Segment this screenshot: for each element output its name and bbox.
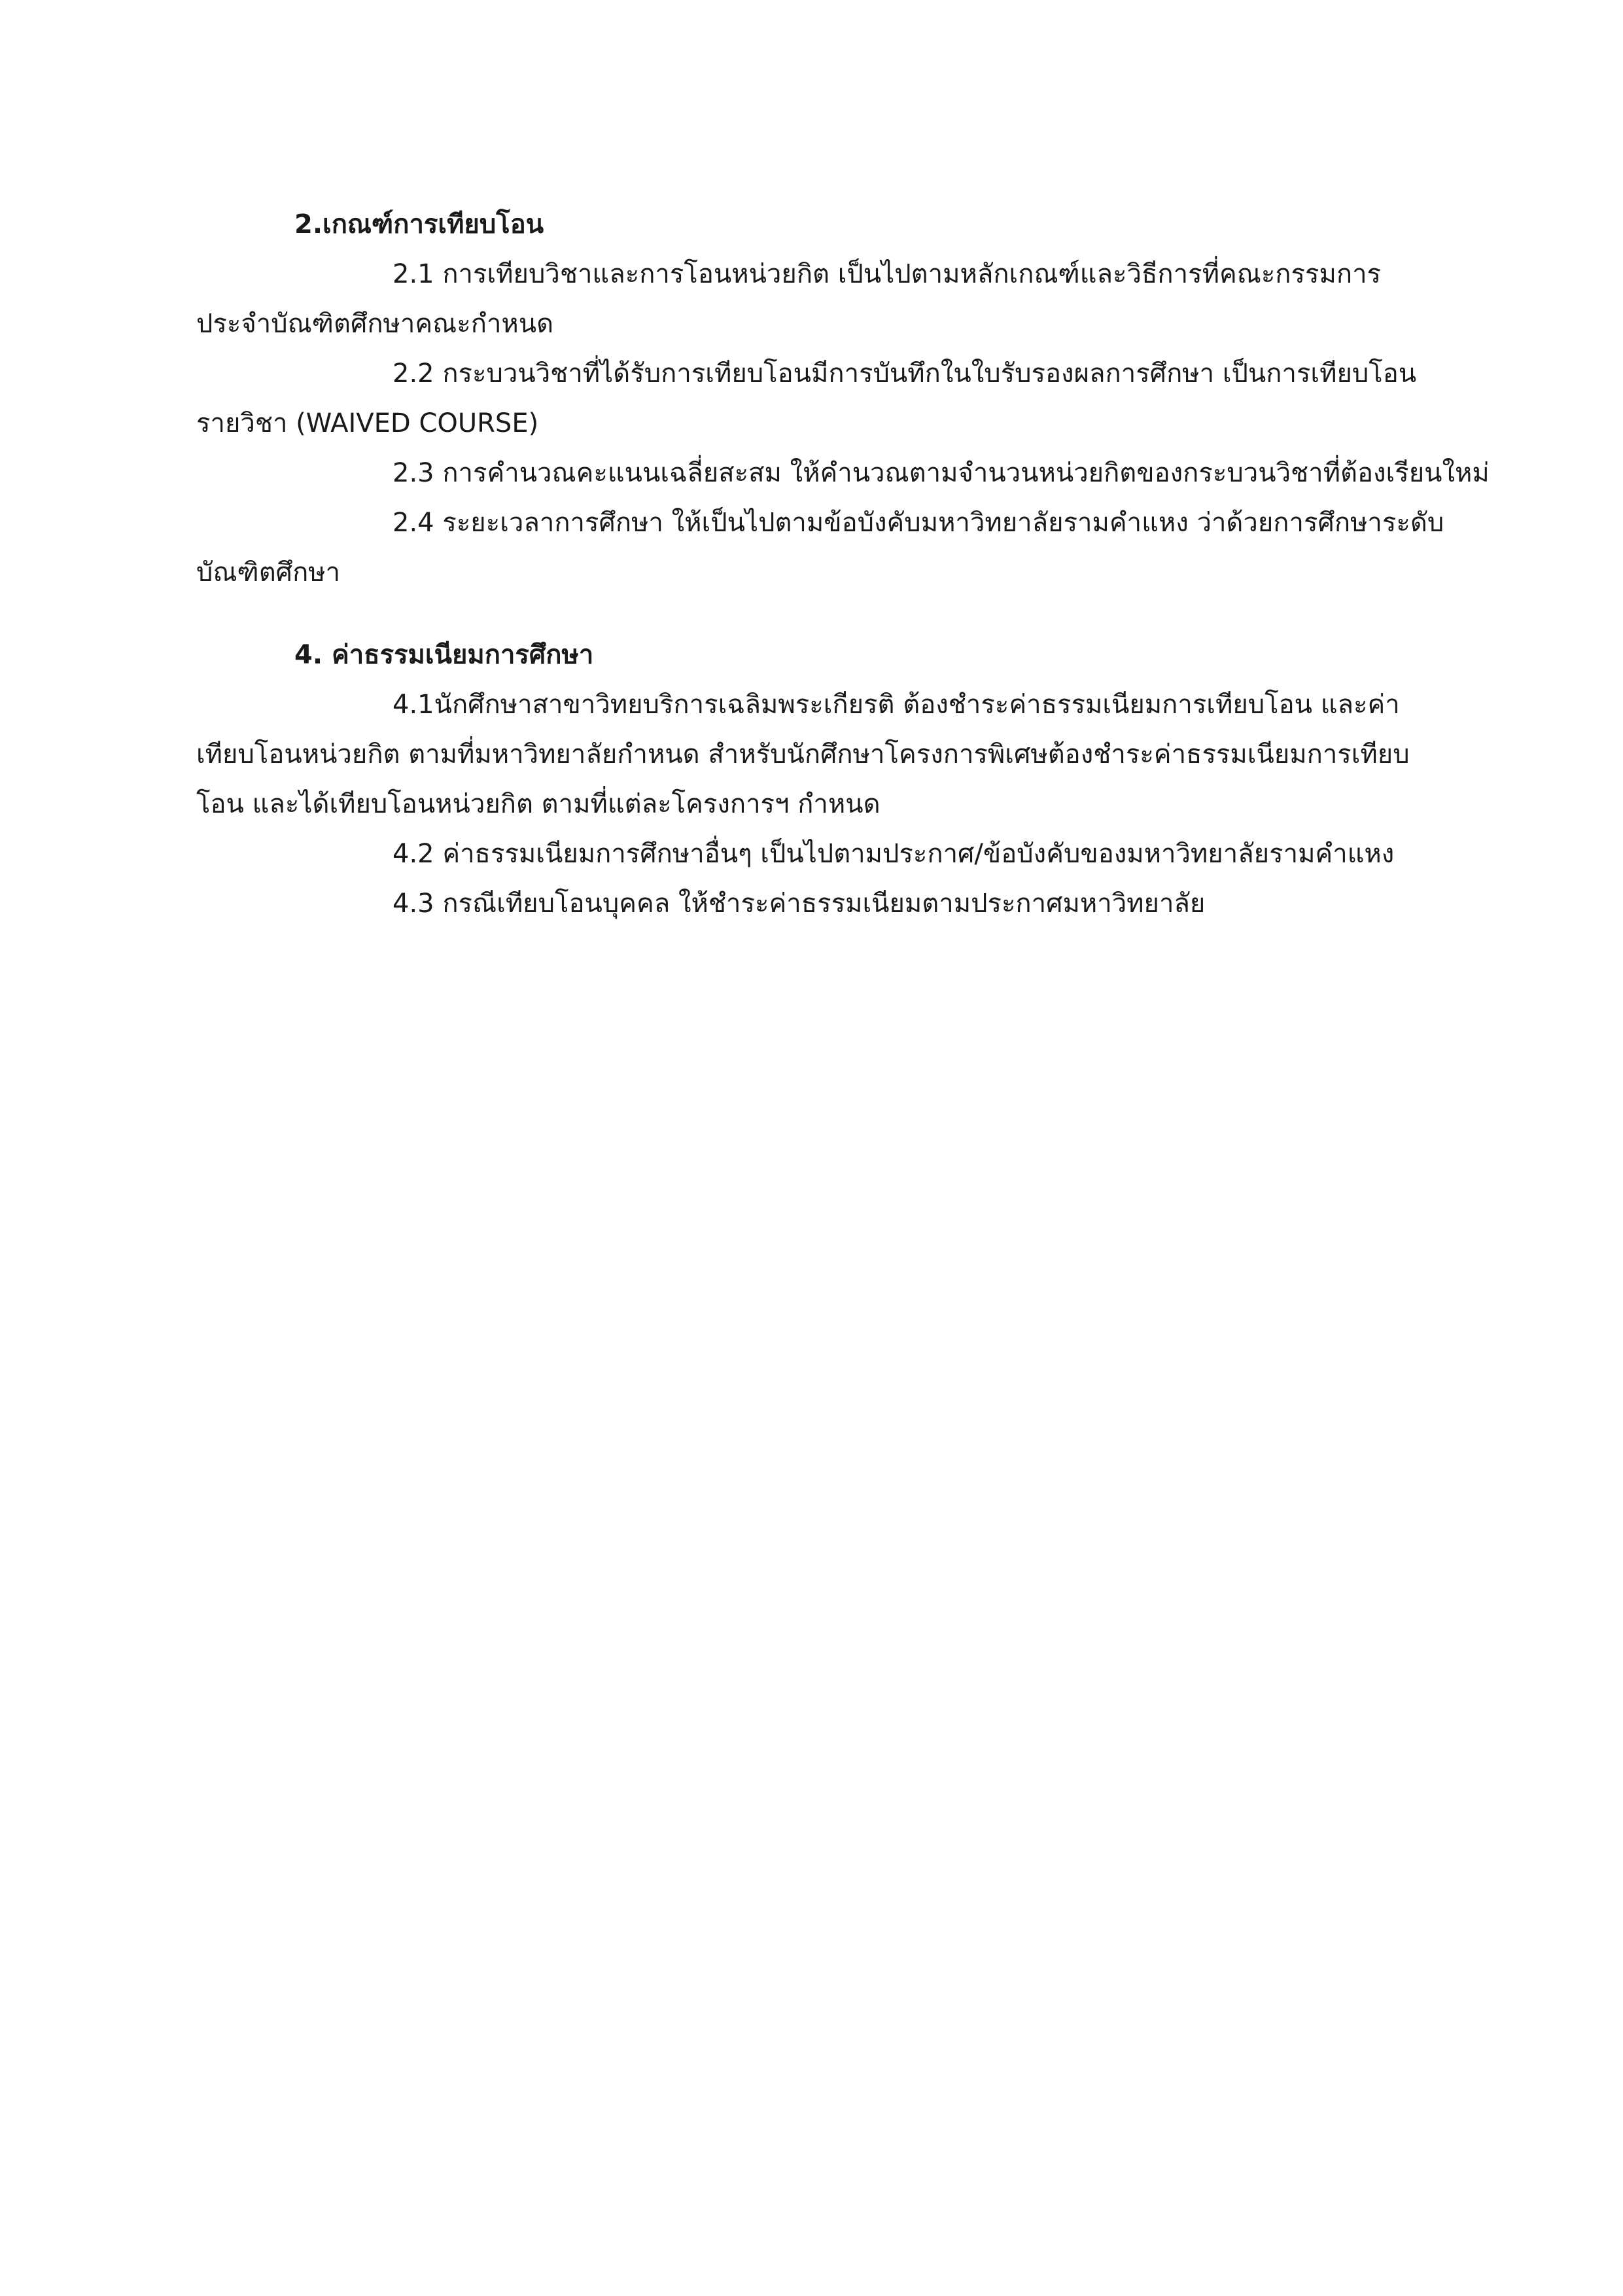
paragraph-2-2 [196, 349, 1478, 448]
paragraph-line: 2.1 การเทียบวิชาและการโอนหน่วยกิต เป็นไปตามหลักเกณฑ์และวิธีการที่คณะกรรมการ [393, 259, 1382, 289]
paragraph-line: 2.2 กระบวนวิชาที่ได้รับการเทียบโอนมีการบันทึกในใบรับรองผลการศึกษา เป็นการเทียบโอน [393, 359, 1417, 389]
paragraph-line: เทียบโอนหน่วยกิต ตามที่มหาวิทยาลัยกำหนด สำหรับนักศึกษาโครงการพิเศษต้องชำระค่าธรรมเนียมการเทียบ [196, 739, 1410, 769]
paragraph-line: 2.4 ระยะเวลาการศึกษา ให้เป็นไปตามข้อบังคับมหาวิทยาลัยรามคำแหง ว่าด้วยการศึกษาระดับ [393, 508, 1444, 538]
section-2-heading: 2.เกณฑ์การเทียบโอน [294, 209, 544, 239]
paragraph-4-3 [196, 879, 1478, 928]
paragraph-2-3 [196, 448, 1490, 498]
section-4-heading: 4. ค่าธรรมเนียมการศึกษา [294, 640, 594, 670]
paragraph-line: รายวิชา (WAIVED COURSE) [196, 408, 539, 438]
paragraph-line: โอน และได้เทียบโอนหน่วยกิต ตามที่แต่ละโครงการฯ กำหนด [196, 789, 881, 819]
paragraph-line: 2.3 การคำนวณคะแนนเฉลี่ยสะสม ให้คำนวณตามจำนวนหน่วยกิตของกระบวนวิชาที่ต้องเรียนใหม่ [393, 458, 1490, 488]
paragraph-line: 4.1นักศึกษาสาขาวิทยบริการเฉลิมพระเกียรติ ต้องชำระค่าธรรมเนียมการเทียบโอน และค่า [393, 690, 1400, 720]
paragraph-4-1 [196, 680, 1478, 829]
paragraph-line: บัณฑิตศึกษา [196, 557, 341, 588]
paragraph-line: 4.3 กรณีเทียบโอนบุคคล ให้ชำระค่าธรรมเนียมตามประกาศมหาวิทยาลัย [393, 889, 1206, 919]
section-spacer [196, 597, 1478, 630]
paragraph-line: 4.2 ค่าธรรมเนียมการศึกษาอื่นๆ เป็นไปตามประกาศ/ข้อบังคับของมหาวิทยาลัยรามคำแหง [393, 839, 1395, 869]
paragraph-line: ประจำบัณฑิตศึกษาคณะกำหนด [196, 309, 554, 339]
document-content [196, 200, 1490, 928]
paragraph-2-4 [196, 498, 1478, 597]
paragraph-2-1 [196, 249, 1478, 349]
paragraph-4-2 [196, 829, 1478, 879]
